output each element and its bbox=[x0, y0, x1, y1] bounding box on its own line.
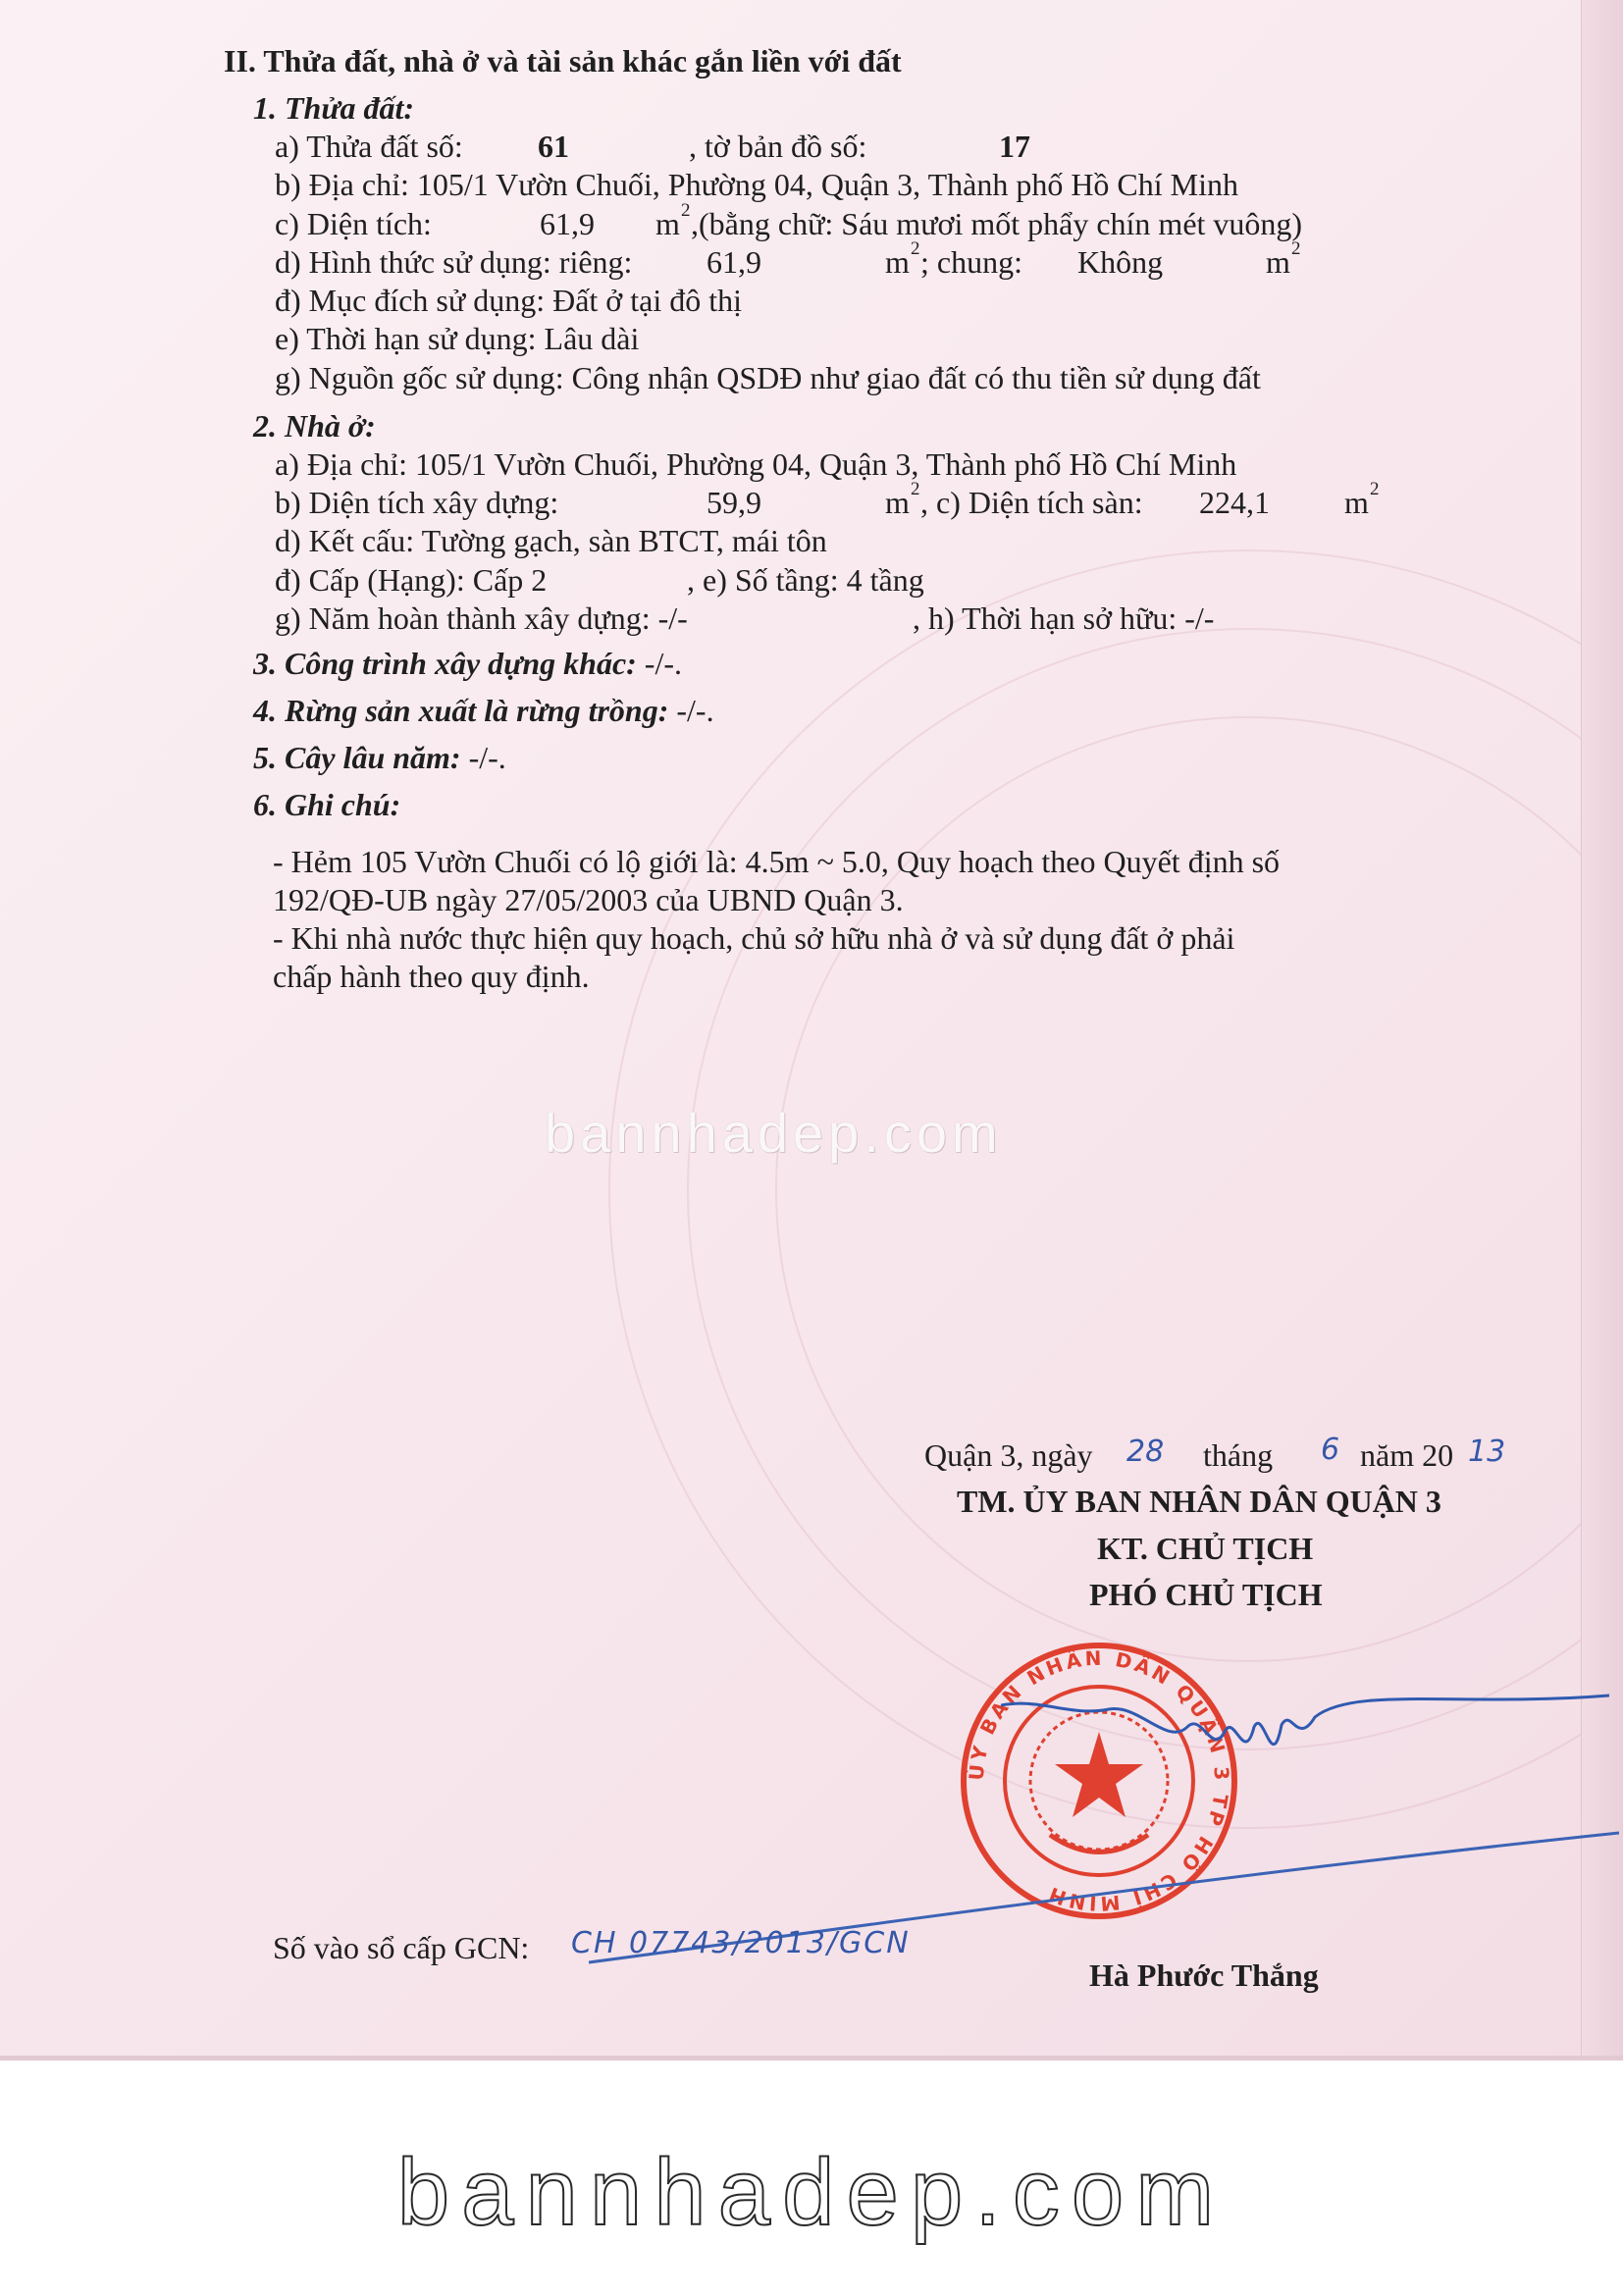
parcel-number: 61 bbox=[538, 129, 569, 164]
other-works-value: -/-. bbox=[636, 646, 682, 681]
build-area-unit: m bbox=[885, 485, 910, 520]
usage-common-unit-exponent: 2 bbox=[1291, 238, 1301, 259]
map-number: 17 bbox=[999, 129, 1030, 164]
registry-value: CH 07743/2013/GCN bbox=[571, 1926, 911, 1960]
land-duration: e) Thời hạn sử dụng: Lâu dài bbox=[275, 321, 640, 356]
build-area-value: 59,9 bbox=[707, 485, 761, 520]
paper-bottom-edge bbox=[0, 2056, 1623, 2061]
notes-line-4: chấp hành theo quy định. bbox=[273, 959, 590, 994]
house-address: a) Địa chỉ: 105/1 Vườn Chuối, Phường 04, Quận 3, Thành phố Hồ Chí Minh bbox=[275, 446, 1237, 482]
date-place-label: Quận 3, ngày bbox=[924, 1437, 1093, 1473]
land-origin: g) Nguồn gốc sử dụng: Công nhận QSDĐ như giao đất có thu tiền sử dụng đất bbox=[275, 360, 1261, 395]
notes-line-3: - Khi nhà nước thực hiện quy hoạch, chủ sở hữu nhà ở và sử dụng đất ở phải bbox=[273, 920, 1235, 956]
house-floors: , e) Số tầng: 4 tầng bbox=[687, 562, 924, 598]
notes-line-2: 192/QĐ-UB ngày 27/05/2003 của UBND Quận 3. bbox=[273, 882, 904, 917]
other-works-heading: 3. Công trình xây dựng khác: bbox=[253, 646, 637, 681]
floor-area-value: 224,1 bbox=[1199, 485, 1270, 520]
date-month: 6 bbox=[1321, 1433, 1340, 1467]
forest-row bbox=[253, 693, 714, 728]
handwritten-signature bbox=[1001, 1688, 1609, 1825]
floor-area-unit-exponent: 2 bbox=[1370, 479, 1380, 499]
build-area-label: b) Diện tích xây dựng: bbox=[275, 485, 559, 520]
watermark-large: bannhadep.com bbox=[396, 2140, 1227, 2245]
signer-name: Hà Phước Thắng bbox=[1089, 1957, 1319, 1993]
land-heading: 1. Thửa đất: bbox=[253, 90, 415, 126]
seal-text: ỦY BAN NHÂN DÂN QUẬN 3 TP HỒ CHÍ MINH bbox=[964, 1645, 1234, 1916]
perennial-value: -/-. bbox=[460, 740, 506, 775]
watermark-small: bannhadep.com bbox=[545, 1102, 1003, 1164]
usage-form-label: d) Hình thức sử dụng: riêng: bbox=[275, 244, 633, 280]
house-grade: đ) Cấp (Hạng): Cấp 2 bbox=[275, 562, 548, 598]
usage-common-label: ; chung: bbox=[920, 244, 1022, 280]
section-heading: II. Thửa đất, nhà ở và tài sản khác gắn liền với đất bbox=[224, 43, 902, 78]
notes-line-1: - Hẻm 105 Vườn Chuối có lộ giới là: 4.5m ~ 5.0, Quy hoạch theo Quyết định số bbox=[273, 844, 1281, 879]
signer-organization: TM. ỦY BAN NHÂN DÂN QUẬN 3 bbox=[957, 1484, 1441, 1519]
other-works-row bbox=[253, 646, 682, 681]
perennial-heading: 5. Cây lâu năm: bbox=[253, 740, 461, 775]
forest-heading: 4. Rừng sản xuất là rừng trồng: bbox=[253, 693, 669, 728]
floor-area-unit: m bbox=[1344, 485, 1369, 520]
house-structure: d) Kết cấu: Tường gạch, sàn BTCT, mái tôn bbox=[275, 523, 827, 558]
notes-heading: 6. Ghi chú: bbox=[253, 787, 401, 822]
signer-role-1: KT. CHỦ TỊCH bbox=[1097, 1531, 1314, 1566]
area-label: c) Diện tích: bbox=[275, 206, 432, 241]
usage-private-unit: m bbox=[885, 244, 910, 280]
area-words: ,(bằng chữ: Sáu mươi mốt phẩy chín mét vuông) bbox=[691, 206, 1303, 241]
parcel-label: a) Thửa đất số: bbox=[275, 129, 463, 164]
registry-label: Số vào sổ cấp GCN: bbox=[273, 1930, 530, 1965]
date-year-label: năm 20 bbox=[1360, 1437, 1454, 1473]
land-address: b) Địa chỉ: 105/1 Vườn Chuối, Phường 04, Quận 3, Thành phố Hồ Chí Minh bbox=[275, 167, 1238, 202]
land-purpose: đ) Mục đích sử dụng: Đất ở tại đô thị bbox=[275, 283, 742, 318]
date-month-label: tháng bbox=[1203, 1437, 1274, 1473]
house-ownership-term: , h) Thời hạn sở hữu: -/- bbox=[913, 600, 1215, 636]
map-label: , tờ bản đồ số: bbox=[689, 129, 867, 164]
forest-value: -/-. bbox=[668, 693, 714, 728]
area-unit: m bbox=[655, 206, 680, 241]
floor-area-label: , c) Diện tích sàn: bbox=[920, 485, 1143, 520]
usage-common-unit: m bbox=[1266, 244, 1290, 280]
usage-common-value: Không bbox=[1077, 244, 1164, 280]
area-value: 61,9 bbox=[540, 206, 595, 241]
usage-private-unit-exponent: 2 bbox=[911, 238, 920, 259]
area-unit-exponent: 2 bbox=[681, 200, 691, 221]
date-day: 28 bbox=[1126, 1435, 1165, 1469]
signer-role-2: PHÓ CHỦ TỊCH bbox=[1089, 1577, 1323, 1612]
date-year-suffix: 13 bbox=[1468, 1435, 1506, 1469]
perennial-row bbox=[253, 740, 506, 775]
build-area-unit-exponent: 2 bbox=[911, 479, 920, 499]
usage-private-value: 61,9 bbox=[707, 244, 761, 280]
house-heading: 2. Nhà ở: bbox=[253, 408, 376, 444]
house-completion: g) Năm hoàn thành xây dựng: -/- bbox=[275, 600, 688, 636]
